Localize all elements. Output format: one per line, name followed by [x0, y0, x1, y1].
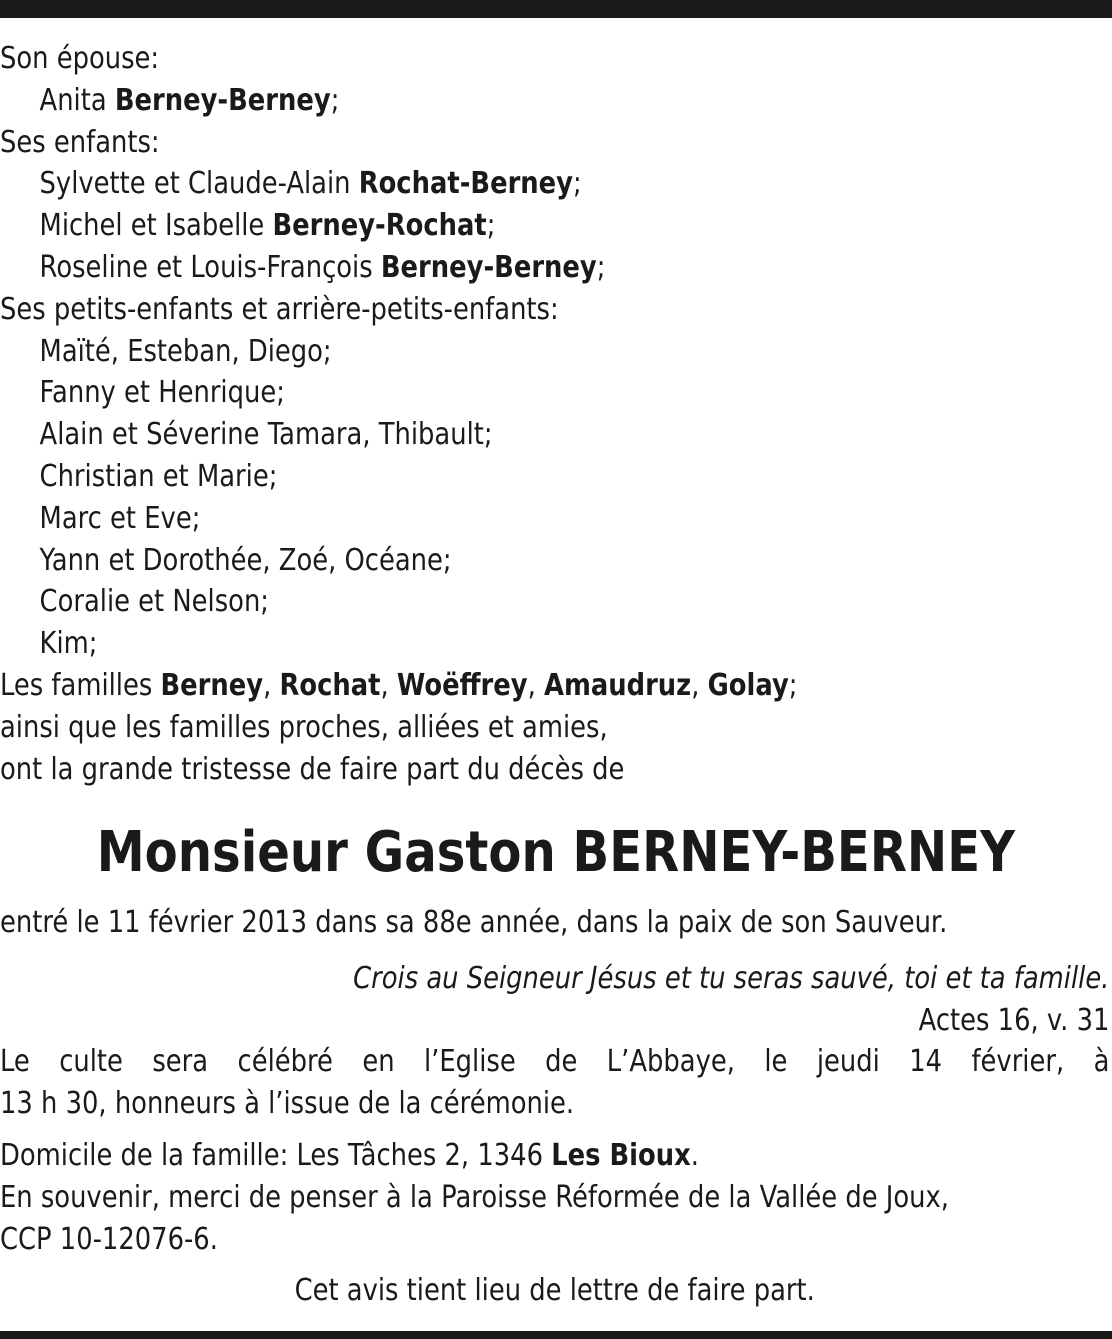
deceased-name: Monsieur Gaston BERNEY-BERNEY [96, 820, 1016, 885]
deceased-name-block [0, 818, 1112, 888]
verse: Crois au Seigneur Jésus et tu seras sauvé, toi et ta famille. [353, 960, 1110, 996]
grandchild-line: Alain et Séverine Tamara, Thibault; [39, 417, 493, 453]
grandchild-line: Maïté, Esteban, Diego; [39, 333, 332, 369]
domicile-line: Domicile de la famille: Les Tâches 2, 1346 Les Bioux. [0, 1137, 699, 1173]
closing-line: Cet avis tient lieu de lettre de faire part. [294, 1273, 815, 1309]
bottom-rule [0, 1331, 1112, 1339]
domicile-place: Les Bioux [551, 1137, 691, 1173]
child-last: Berney-Berney [380, 249, 597, 285]
grandchild-line: Marc et Eve; [39, 500, 201, 536]
top-rule [0, 0, 1112, 18]
child-first: Michel et Isabelle [39, 208, 273, 244]
grandchild-line: Yann et Dorothée, Zoé, Océane; [39, 542, 452, 578]
grandchild-line: Kim; [39, 626, 98, 662]
spouse-last: Berney-Berney [114, 82, 331, 118]
grandchild-line: Fanny et Henrique; [39, 375, 285, 411]
announcement-line: ont la grande tristesse de faire part du décès de [0, 751, 625, 787]
verse-reference: Actes 16, v. 31 [918, 1002, 1110, 1038]
service-line: Le culte sera célébré en l’Eglise de L’Abbaye, le jeudi 14 février, à [0, 1044, 1110, 1080]
family-name: Berney [160, 667, 264, 703]
spouse-first: Anita [39, 82, 115, 118]
family-name: Rochat [279, 667, 381, 703]
grandchild-line: Christian et Marie; [39, 458, 278, 494]
family-name: Woëffrey [396, 667, 528, 703]
family-name: Amaudruz [543, 667, 692, 703]
child-first: Sylvette et Claude-Alain [39, 166, 359, 202]
memory-line: CCP 10-12076-6. [0, 1221, 218, 1257]
child-line: Michel et Isabelle Berney-Rochat; [39, 208, 496, 244]
children-heading: Ses enfants: [0, 124, 160, 160]
service-line: 13 h 30, honneurs à l’issue de la cérémonie. [0, 1086, 575, 1122]
spouse-heading: Son épouse: [0, 41, 160, 76]
grandchildren-heading: Ses petits-enfants et arrière-petits-enfants: [0, 291, 559, 327]
child-line: Sylvette et Claude-Alain Rochat-Berney; [39, 166, 582, 202]
child-last: Rochat-Berney [358, 166, 573, 202]
child-line: Roseline et Louis-François Berney-Berney; [39, 249, 606, 285]
families-line: Les familles Berney, Rochat, Woëffrey, Amaudruz, Golay; [0, 667, 798, 703]
relatives-line: ainsi que les familles proches, alliées et amies, [0, 709, 608, 745]
child-last: Berney-Rochat [272, 208, 487, 244]
families-prefix: Les familles [0, 667, 161, 703]
death-line: entré le 11 février 2013 dans sa 88e année, dans la paix de son Sauveur. [0, 905, 948, 940]
memory-line: En souvenir, merci de penser à la Paroisse Réformée de la Vallée de Joux, [0, 1179, 950, 1215]
family-list [0, 38, 1109, 790]
grandchild-line: Coralie et Nelson; [39, 584, 269, 620]
child-first: Roseline et Louis-François [39, 249, 381, 285]
family-name: Golay [707, 667, 789, 703]
notice-details [0, 902, 1109, 1312]
spouse-line: Anita Berney-Berney; [39, 82, 340, 118]
domicile-address: Domicile de la famille: Les Tâches 2, 1346 [0, 1137, 552, 1173]
